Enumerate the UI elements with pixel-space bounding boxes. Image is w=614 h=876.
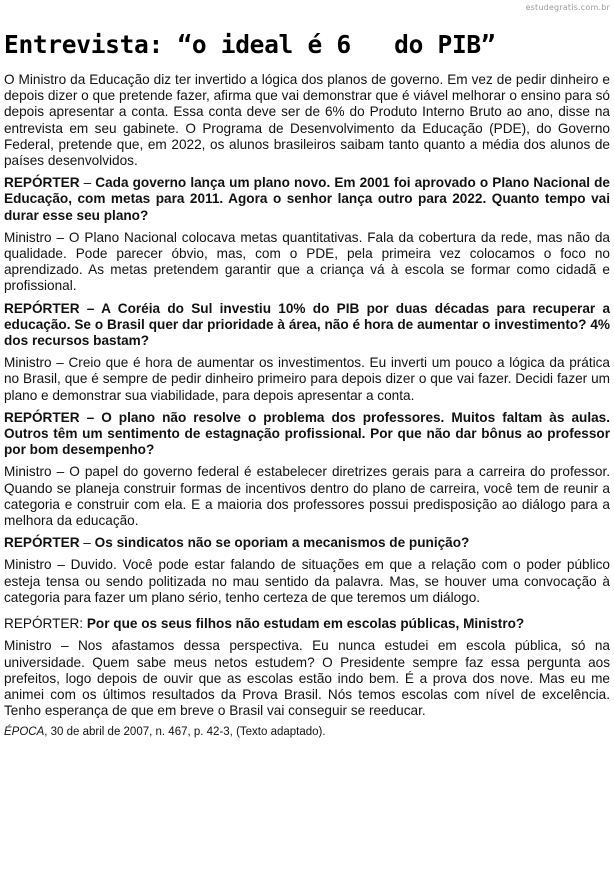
question-1 (4, 175, 610, 224)
article-title: Entrevista: “o ideal é 6 do PIB” (4, 30, 496, 59)
source-details: , 30 de abril de 2007, n. 467, p. 42-3, (Texto adaptado). (44, 726, 326, 739)
question-5 (4, 616, 610, 632)
question-label: REPÓRTER (4, 300, 80, 316)
question-text: Por que os seus filhos não estudam em escolas públicas, Ministro? (86, 616, 525, 632)
site-watermark: estudegratis.com.br (525, 3, 610, 12)
question-separator: – (79, 535, 95, 551)
answer-5: Ministro – Nos afastamos dessa perspectiva. Eu nunca estudei em escola pública, só na universidade. Quem sabe meus netos estudem? O Presidente sempre faz essa pergunta aos prefeitos, logo depois de ouvir que as escolas estão indo bem. É a prova dos nove. Mas eu me animei com os últimos resultados da Prova Brasil. Nós temos escolas com nível de excelência. Tenho esperança de que em breve o Brasil vai conseguir se reeducar. (4, 638, 610, 719)
question-label: REPÓRTER (4, 535, 80, 551)
question-text: Cada governo lança um plano novo. Em 2001 foi aprovado o Plano Nacional de Educação, com metas para 2011. Agora o senhor lança outro para 2022. Quanto tempo vai durar esse seu plano? (4, 175, 610, 223)
question-separator: – (79, 409, 102, 425)
question-3 (4, 410, 610, 459)
question-separator: – (79, 300, 102, 316)
question-label: REPÓRTER (4, 409, 80, 425)
answer-3: Ministro – O papel do governo federal é estabelecer diretrizes gerais para a carreira do professor. Quando se planeja construir formas de incentivos dentro do plano de carreira, você tem de reunir a categoria e construir com ela. E a maioria dos professores possui predisposição ao diálogo para a melhora da educação. (4, 464, 610, 529)
answer-2: Ministro – Creio que é hora de aumentar os investimentos. Eu inverti um pouco a lógica da prática no Brasil, que é sempre de pedir dinheiro primeiro para depois dizer o que vai fazer. Decidi fazer um plano e demonstrar sua viabilidade, para depois apresentar a conta. (4, 355, 610, 403)
answer-1: Ministro – O Plano Nacional colocava metas quantitativas. Fala da cobertura da rede, mas não da qualidade. Pode parecer óbvio, mas, com o PDE, pela primeira vez colocamos o foco no aprendizado. As metas pretendem garantir que a criança vá à escola se formar como cidadã e profissional. (4, 229, 610, 294)
question-text: O plano não resolve o problema dos professores. Muitos faltam às aulas. Outros têm um sentimento de estagnação profissional. Por que não dar bônus ao professor por bom desempenho? (4, 409, 610, 458)
question-text: A Coréia do Sul investiu 10% do PIB por duas décadas para recuperar a educação. Se o Brasil quer dar prioridade à área, não é hora de aumentar o investimento? 4% dos recursos bastam? (4, 300, 611, 349)
question-4 (4, 535, 610, 551)
source-citation (4, 725, 610, 739)
question-label: REPÓRTER (4, 175, 80, 191)
question-text: Os sindicatos não se oporiam a mecanismos de punição? (94, 535, 470, 551)
question-2 (4, 301, 610, 350)
question-label: REPÓRTER (4, 616, 80, 632)
question-separator: : (79, 616, 87, 632)
intro-paragraph: O Ministro da Educação diz ter invertido a lógica dos planos de governo. Em vez de pedir dinheiro e depois dizer o que pretende fazer, afirma que vai demonstrar que é viável melhorar o ensino para só depois apresentar a conta. Essa conta deve ser de 6% do Produto Interno Bruto ao ano, disse na entrevista em seu gabinete. O Programa de Desenvolvimento da Educação (PDE), do Governo Federal, pretende que, em 2022, os alunos brasileiros saibam tanto quanto a média dos alunos de países desenvolvidos. (4, 72, 610, 169)
article-body (4, 72, 610, 739)
question-separator: – (79, 175, 96, 191)
source-publication: ÉPOCA (4, 726, 45, 739)
answer-4: Ministro – Duvido. Você pode estar falando de situações em que a relação com o poder público esteja tensa ou sendo politizada no mau sentido da palavra. Mas, se houver uma convocação à categoria para fazer um plano sério, tenho certeza de que teremos um diálogo. (4, 557, 610, 605)
